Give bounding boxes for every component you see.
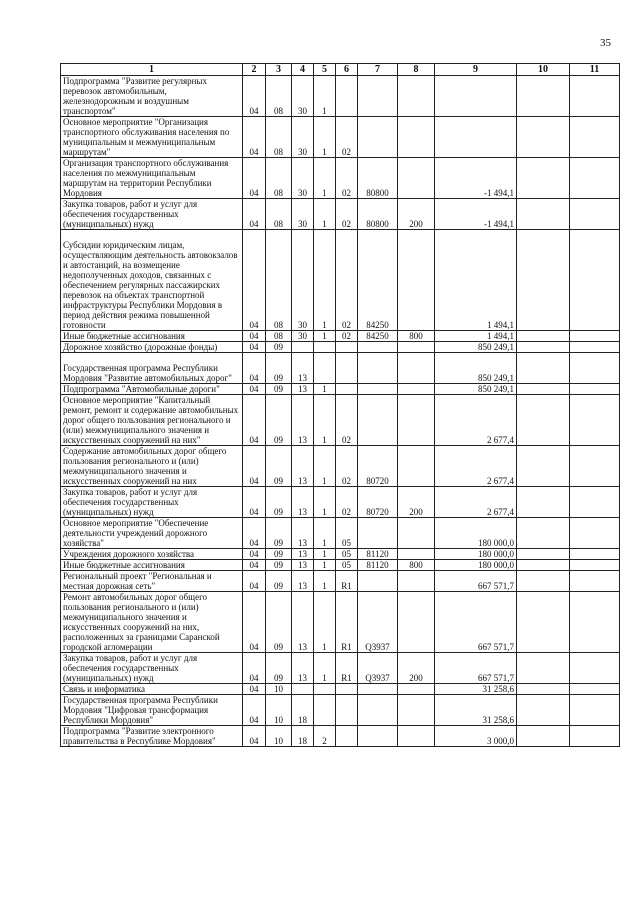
code-cell: 05 (336, 560, 358, 571)
code-cell (314, 695, 336, 726)
code-cell (517, 342, 570, 353)
code-cell (570, 695, 620, 726)
code-cell: 09 (266, 384, 292, 395)
code-cell: 200 (398, 653, 435, 684)
code-cell (398, 446, 435, 487)
amount-cell: 3 000,0 (435, 726, 517, 747)
column-header-4: 4 (292, 64, 314, 76)
code-cell: 04 (243, 549, 266, 560)
amount-cell: 31 258,6 (435, 684, 517, 695)
code-cell (358, 353, 398, 384)
code-cell: 84250 (358, 230, 398, 331)
code-cell: 04 (243, 395, 266, 446)
code-cell (570, 446, 620, 487)
code-cell: 13 (292, 384, 314, 395)
code-cell (398, 158, 435, 199)
table-row (61, 549, 620, 560)
code-cell (398, 342, 435, 353)
code-cell (570, 158, 620, 199)
code-cell: 800 (398, 331, 435, 342)
code-cell (570, 199, 620, 230)
code-cell: 30 (292, 158, 314, 199)
code-cell (517, 653, 570, 684)
code-cell (358, 695, 398, 726)
code-cell: 04 (243, 487, 266, 518)
code-cell: 09 (266, 353, 292, 384)
amount-cell: 180 000,0 (435, 549, 517, 560)
code-cell (570, 117, 620, 158)
row-name-cell: Связь и информатика (61, 684, 243, 695)
code-cell: 30 (292, 230, 314, 331)
amount-cell: 667 571,7 (435, 592, 517, 653)
column-header-10: 10 (517, 64, 570, 76)
code-cell: 08 (266, 158, 292, 199)
code-cell: 13 (292, 446, 314, 487)
table-row (61, 653, 620, 684)
code-cell: 04 (243, 230, 266, 331)
table-row (61, 76, 620, 117)
code-cell: 13 (292, 518, 314, 549)
code-cell: Q3937 (358, 592, 398, 653)
code-cell (517, 684, 570, 695)
code-cell: Q3937 (358, 653, 398, 684)
code-cell (517, 592, 570, 653)
table-row (61, 726, 620, 747)
row-name-cell: Основное мероприятие "Организация транспортного обслуживания населения по муниципальным и межмуниципальным маршрутам" (61, 117, 243, 158)
code-cell: 09 (266, 571, 292, 592)
code-cell (517, 384, 570, 395)
code-cell (336, 695, 358, 726)
code-cell (517, 726, 570, 747)
code-cell (570, 395, 620, 446)
code-cell (358, 395, 398, 446)
row-name-cell: Содержание автомобильных дорог общего пользования регионального и (или) межмуниципального значения и искусственных сооружений на них (61, 446, 243, 487)
code-cell: 04 (243, 446, 266, 487)
amount-cell (435, 117, 517, 158)
code-cell: 04 (243, 384, 266, 395)
code-cell: 30 (292, 331, 314, 342)
code-cell (570, 571, 620, 592)
code-cell (570, 549, 620, 560)
code-cell: 02 (336, 199, 358, 230)
row-name-cell: Учреждения дорожного хозяйства (61, 549, 243, 560)
code-cell: 04 (243, 571, 266, 592)
row-name-cell: Подпрограмма "Развитие электронного правительства в Республике Мордовия" (61, 726, 243, 747)
code-cell: 13 (292, 560, 314, 571)
code-cell (570, 684, 620, 695)
code-cell (398, 695, 435, 726)
column-header-3: 3 (266, 64, 292, 76)
code-cell: 04 (243, 684, 266, 695)
code-cell (336, 684, 358, 695)
code-cell: 04 (243, 158, 266, 199)
column-header-11: 11 (570, 64, 620, 76)
row-name-cell: Иные бюджетные ассигнования (61, 560, 243, 571)
code-cell: 80720 (358, 487, 398, 518)
code-cell (517, 117, 570, 158)
code-cell (314, 684, 336, 695)
column-header-8: 8 (398, 64, 435, 76)
code-cell: 04 (243, 117, 266, 158)
amount-cell: 31 258,6 (435, 695, 517, 726)
amount-cell: 667 571,7 (435, 653, 517, 684)
code-cell (292, 342, 314, 353)
budget-table (60, 63, 620, 747)
table-row (61, 384, 620, 395)
code-cell (358, 342, 398, 353)
code-cell: 1 (314, 518, 336, 549)
amount-cell: 2 677,4 (435, 446, 517, 487)
table-row (61, 518, 620, 549)
code-cell: 08 (266, 76, 292, 117)
amount-cell: 2 677,4 (435, 487, 517, 518)
code-cell (398, 726, 435, 747)
code-cell (358, 76, 398, 117)
code-cell: 04 (243, 518, 266, 549)
row-name-cell: Основное мероприятие "Капитальный ремонт, ремонт и содержание автомобильных дорог общего пользования регионального и (или) межмуниципального значения и искусственных сооружений на них" (61, 395, 243, 446)
code-cell (398, 76, 435, 117)
code-cell: 13 (292, 592, 314, 653)
amount-cell: 1 494,1 (435, 331, 517, 342)
code-cell: 81120 (358, 549, 398, 560)
code-cell: 02 (336, 446, 358, 487)
column-header-9: 9 (435, 64, 517, 76)
column-header-7: 7 (358, 64, 398, 76)
amount-cell: 667 571,7 (435, 571, 517, 592)
row-name-cell: Организация транспортного обслуживания населения по межмуниципальным маршрутам на территории Республики Мордовия (61, 158, 243, 199)
code-cell (517, 158, 570, 199)
code-cell: 04 (243, 353, 266, 384)
code-cell (336, 353, 358, 384)
code-cell: 04 (243, 592, 266, 653)
code-cell: 02 (336, 117, 358, 158)
table-row (61, 395, 620, 446)
row-name-cell: Дорожное хозяйство (дорожные фонды) (61, 342, 243, 353)
code-cell: 1 (314, 560, 336, 571)
code-cell: 09 (266, 395, 292, 446)
code-cell: 09 (266, 487, 292, 518)
code-cell: 800 (398, 560, 435, 571)
code-cell (517, 549, 570, 560)
row-name-cell: Иные бюджетные ассигнования (61, 331, 243, 342)
code-cell: 05 (336, 549, 358, 560)
code-cell (517, 560, 570, 571)
code-cell (398, 395, 435, 446)
code-cell: 02 (336, 487, 358, 518)
code-cell: 08 (266, 230, 292, 331)
code-cell: 08 (266, 117, 292, 158)
code-cell: 04 (243, 695, 266, 726)
column-header-2: 2 (243, 64, 266, 76)
table-row (61, 331, 620, 342)
code-cell: 1 (314, 549, 336, 560)
code-cell (314, 353, 336, 384)
amount-cell: 850 249,1 (435, 384, 517, 395)
code-cell: 80800 (358, 199, 398, 230)
code-cell: 05 (336, 518, 358, 549)
code-cell (570, 331, 620, 342)
page-number: 35 (600, 37, 611, 49)
code-cell (358, 384, 398, 395)
code-cell (314, 342, 336, 353)
table-row (61, 158, 620, 199)
table-row (61, 684, 620, 695)
code-cell (517, 571, 570, 592)
column-header-1: 1 (61, 64, 243, 76)
row-name-cell: Закупка товаров, работ и услуг для обеспечения государственных (муниципальных) нужд (61, 487, 243, 518)
code-cell (570, 342, 620, 353)
code-cell: 30 (292, 76, 314, 117)
code-cell (517, 446, 570, 487)
row-name-cell: Подпрограмма "Автомобильные дороги" (61, 384, 243, 395)
row-name-cell: Региональный проект "Региональная и местная дорожная сеть" (61, 571, 243, 592)
code-cell (517, 518, 570, 549)
code-cell: 1 (314, 592, 336, 653)
amount-cell: 850 249,1 (435, 353, 517, 384)
code-cell: 1 (314, 384, 336, 395)
code-cell (336, 76, 358, 117)
code-cell: 09 (266, 446, 292, 487)
code-cell (570, 653, 620, 684)
code-cell: 1 (314, 230, 336, 331)
table-body (61, 76, 620, 747)
table-row (61, 353, 620, 384)
amount-cell (435, 76, 517, 117)
code-cell (358, 117, 398, 158)
code-cell: 1 (314, 571, 336, 592)
code-cell: 2 (314, 726, 336, 747)
code-cell: 09 (266, 653, 292, 684)
code-cell: 1 (314, 76, 336, 117)
code-cell: 30 (292, 117, 314, 158)
code-cell: 13 (292, 395, 314, 446)
code-cell: 1 (314, 199, 336, 230)
code-cell: 09 (266, 549, 292, 560)
row-name-cell: Государственная программа Республики Мордовия "Развитие автомобильных дорог" (61, 353, 243, 384)
code-cell: 13 (292, 487, 314, 518)
code-cell (570, 76, 620, 117)
row-name-cell: Подпрограмма "Развитие регулярных перевозок автомобильным, железнодорожным и воздушным транспортом" (61, 76, 243, 117)
code-cell: 09 (266, 342, 292, 353)
code-cell (570, 230, 620, 331)
code-cell (358, 726, 398, 747)
code-cell (517, 199, 570, 230)
code-cell (398, 230, 435, 331)
row-name-cell: Основное мероприятие "Обеспечение деятельности учреждений дорожного хозяйства" (61, 518, 243, 549)
code-cell (570, 592, 620, 653)
code-cell (570, 560, 620, 571)
column-header-6: 6 (336, 64, 358, 76)
table-header-row (61, 64, 620, 76)
code-cell (398, 592, 435, 653)
code-cell: 10 (266, 684, 292, 695)
code-cell: R1 (336, 592, 358, 653)
table-row (61, 592, 620, 653)
code-cell: 1 (314, 117, 336, 158)
code-cell: 02 (336, 331, 358, 342)
code-cell: 200 (398, 199, 435, 230)
code-cell: 04 (243, 653, 266, 684)
code-cell (570, 487, 620, 518)
code-cell: 81120 (358, 560, 398, 571)
code-cell: 1 (314, 446, 336, 487)
code-cell: 08 (266, 331, 292, 342)
code-cell (358, 518, 398, 549)
row-name-cell: Ремонт автомобильных дорог общего пользования регионального и (или) межмуниципального значения и искусственных сооружений на них, расположенных за границами Саранской городской агломерации (61, 592, 243, 653)
row-name-cell: Государственная программа Республики Мордовия "Цифровая трансформация Республики Мордовия" (61, 695, 243, 726)
row-name-cell: Закупка товаров, работ и услуг для обеспечения государственных (муниципальных) нужд (61, 653, 243, 684)
code-cell: 30 (292, 199, 314, 230)
table-row (61, 117, 620, 158)
code-cell (336, 342, 358, 353)
code-cell: 200 (398, 487, 435, 518)
code-cell: 1 (314, 395, 336, 446)
code-cell (517, 395, 570, 446)
code-cell: 18 (292, 726, 314, 747)
code-cell: 13 (292, 653, 314, 684)
code-cell: R1 (336, 571, 358, 592)
code-cell: R1 (336, 653, 358, 684)
code-cell (517, 230, 570, 331)
table-row (61, 230, 620, 331)
code-cell (398, 384, 435, 395)
code-cell: 1 (314, 487, 336, 518)
code-cell (336, 726, 358, 747)
code-cell: 18 (292, 695, 314, 726)
code-cell (570, 726, 620, 747)
table-row (61, 695, 620, 726)
code-cell: 02 (336, 158, 358, 199)
code-cell: 02 (336, 395, 358, 446)
code-cell: 84250 (358, 331, 398, 342)
amount-cell: 2 677,4 (435, 395, 517, 446)
table-row (61, 199, 620, 230)
amount-cell: 1 494,1 (435, 230, 517, 331)
code-cell (336, 384, 358, 395)
code-cell (398, 353, 435, 384)
code-cell: 04 (243, 726, 266, 747)
amount-cell: 180 000,0 (435, 560, 517, 571)
code-cell: 80720 (358, 446, 398, 487)
table-row (61, 487, 620, 518)
row-name-cell: Субсидии юридическим лицам, осуществляющим деятельность автовокзалов и автостанций, на возмещение недополученных доходов, связанных с обеспечением регулярных пассажирских перевозок на объектах транспортной инфраструктуры Республики Мордовия в период действия режима повышенной готовности (61, 230, 243, 331)
code-cell: 13 (292, 353, 314, 384)
code-cell: 10 (266, 695, 292, 726)
code-cell: 1 (314, 331, 336, 342)
code-cell: 1 (314, 158, 336, 199)
code-cell: 09 (266, 560, 292, 571)
amount-cell: 180 000,0 (435, 518, 517, 549)
code-cell: 13 (292, 571, 314, 592)
table-row (61, 342, 620, 353)
amount-cell: 850 249,1 (435, 342, 517, 353)
code-cell: 04 (243, 560, 266, 571)
code-cell (398, 549, 435, 560)
code-cell: 10 (266, 726, 292, 747)
code-cell (398, 117, 435, 158)
code-cell: 13 (292, 549, 314, 560)
code-cell: 04 (243, 331, 266, 342)
code-cell (398, 518, 435, 549)
code-cell: 02 (336, 230, 358, 331)
code-cell (517, 695, 570, 726)
code-cell (398, 684, 435, 695)
code-cell (358, 571, 398, 592)
code-cell (517, 76, 570, 117)
table-row (61, 571, 620, 592)
amount-cell: -1 494,1 (435, 158, 517, 199)
code-cell (570, 384, 620, 395)
amount-cell: -1 494,1 (435, 199, 517, 230)
code-cell (517, 353, 570, 384)
code-cell: 04 (243, 199, 266, 230)
code-cell (398, 571, 435, 592)
code-cell (292, 684, 314, 695)
code-cell: 04 (243, 76, 266, 117)
code-cell: 09 (266, 592, 292, 653)
code-cell: 08 (266, 199, 292, 230)
code-cell (358, 684, 398, 695)
code-cell (570, 518, 620, 549)
code-cell: 1 (314, 653, 336, 684)
table-row (61, 446, 620, 487)
code-cell (517, 487, 570, 518)
row-name-cell: Закупка товаров, работ и услуг для обеспечения государственных (муниципальных) нужд (61, 199, 243, 230)
code-cell: 04 (243, 342, 266, 353)
code-cell: 09 (266, 518, 292, 549)
code-cell (570, 353, 620, 384)
table-row (61, 560, 620, 571)
column-header-5: 5 (314, 64, 336, 76)
code-cell: 80800 (358, 158, 398, 199)
code-cell (517, 331, 570, 342)
